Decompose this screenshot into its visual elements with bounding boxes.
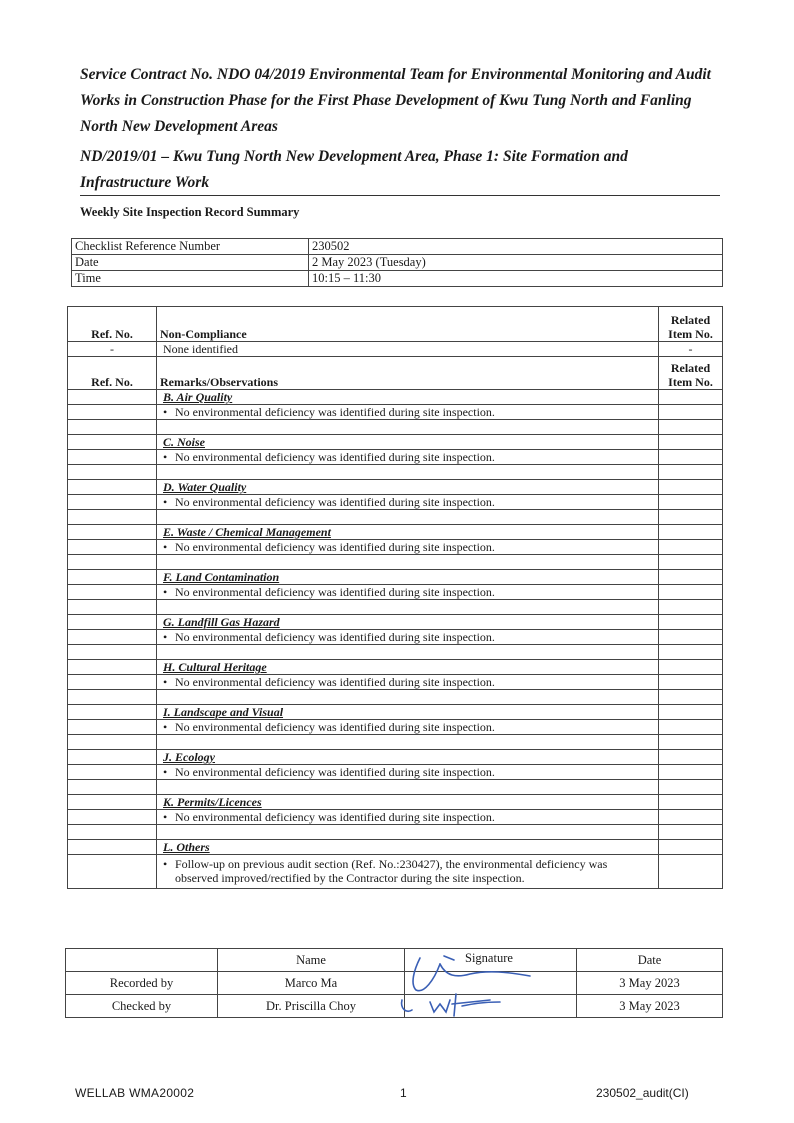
observation-text-content: No environmental deficiency was identified during site inspection.	[175, 450, 495, 464]
ref-cell	[68, 585, 157, 600]
info-label: Time	[72, 271, 309, 287]
ref-cell	[68, 660, 157, 675]
ref-cell	[68, 630, 157, 645]
category-row	[68, 390, 723, 405]
project-title: ND/2019/01 – Kwu Tung North New Development Area, Phase 1: Site Formation and Infrastructure Work	[80, 148, 628, 191]
spacer-cell	[157, 600, 659, 615]
category-title: C. Noise	[157, 435, 659, 450]
ref-cell	[68, 555, 157, 570]
bullet-icon: •	[163, 630, 168, 644]
observation-text-content: No environmental deficiency was identified during site inspection.	[175, 810, 495, 824]
category-row	[68, 525, 723, 540]
spacer-row	[68, 465, 723, 480]
list-item	[68, 675, 723, 690]
spacer-row	[68, 420, 723, 435]
related-cell	[659, 405, 723, 420]
category-row	[68, 750, 723, 765]
related-cell	[659, 705, 723, 720]
ref-cell	[68, 540, 157, 555]
related-cell	[659, 615, 723, 630]
spacer-cell	[157, 465, 659, 480]
bullet-icon: •	[163, 495, 168, 509]
category-row	[68, 795, 723, 810]
bullet-icon: •	[163, 450, 168, 464]
list-item	[68, 855, 723, 889]
info-value: 230502	[309, 239, 723, 255]
info-value: 10:15 – 11:30	[309, 271, 723, 287]
category-row	[68, 840, 723, 855]
related-cell	[659, 600, 723, 615]
category-title: J. Ecology	[157, 750, 659, 765]
related-cell	[659, 645, 723, 660]
ref-cell	[68, 690, 157, 705]
related-cell	[659, 825, 723, 840]
category-title: B. Air Quality	[157, 390, 659, 405]
related-cell	[659, 660, 723, 675]
ref-cell	[68, 420, 157, 435]
observation-text	[157, 720, 659, 735]
bullet-icon: •	[163, 857, 168, 871]
remarks-header: Remarks/Observations	[157, 357, 659, 390]
ref-cell	[68, 480, 157, 495]
noncompliance-header: Non-Compliance	[157, 307, 659, 342]
spacer-cell	[157, 780, 659, 795]
role-cell: Checked by	[66, 995, 218, 1018]
date-cell: 3 May 2023	[577, 995, 723, 1018]
ref-cell	[68, 720, 157, 735]
ref-cell: -	[68, 342, 157, 357]
observation-line	[163, 857, 655, 871]
related-cell	[659, 465, 723, 480]
footer-right: 230502_audit(CI)	[596, 1086, 689, 1100]
related-cell	[659, 780, 723, 795]
related-cell	[659, 390, 723, 405]
name-cell: Dr. Priscilla Choy	[218, 995, 405, 1018]
observation-text-content: No environmental deficiency was identified during site inspection.	[175, 495, 495, 509]
related-cell	[659, 480, 723, 495]
ref-cell	[68, 495, 157, 510]
handwritten-signature	[390, 950, 560, 1018]
list-item	[68, 405, 723, 420]
spacer-row	[68, 825, 723, 840]
noncompliance-header-row	[68, 307, 723, 342]
ref-cell	[68, 510, 157, 525]
ref-cell	[68, 390, 157, 405]
related-cell	[659, 765, 723, 780]
ref-header: Ref. No.	[68, 357, 157, 390]
spacer-row	[68, 690, 723, 705]
category-title: I. Landscape and Visual	[157, 705, 659, 720]
name-header: Name	[218, 949, 405, 972]
name-cell: Marco Ma	[218, 972, 405, 995]
table-row	[68, 342, 723, 357]
observation-text-content: No environmental deficiency was identified during site inspection.	[175, 630, 495, 644]
title-divider	[80, 195, 720, 196]
info-value: 2 May 2023 (Tuesday)	[309, 255, 723, 271]
date-header: Date	[577, 949, 723, 972]
bullet-icon: •	[163, 405, 168, 419]
table-row	[72, 239, 723, 255]
page-number: 1	[400, 1086, 407, 1100]
ref-cell	[68, 780, 157, 795]
ref-cell	[68, 600, 157, 615]
related-cell	[659, 420, 723, 435]
ref-cell	[68, 750, 157, 765]
related-cell	[659, 840, 723, 855]
ref-cell	[68, 525, 157, 540]
bullet-icon: •	[163, 720, 168, 734]
spacer-row	[68, 780, 723, 795]
ref-cell	[68, 735, 157, 750]
related-cell	[659, 690, 723, 705]
ref-cell	[68, 705, 157, 720]
ref-cell	[68, 645, 157, 660]
observation-text	[157, 675, 659, 690]
spacer-row	[68, 600, 723, 615]
list-item	[68, 810, 723, 825]
related-cell	[659, 630, 723, 645]
category-title: K. Permits/Licences	[157, 795, 659, 810]
related-cell	[659, 720, 723, 735]
list-item	[68, 630, 723, 645]
observation-text-content: No environmental deficiency was identified during site inspection.	[175, 540, 495, 554]
related-cell	[659, 855, 723, 889]
ref-cell	[68, 615, 157, 630]
category-title: H. Cultural Heritage	[157, 660, 659, 675]
inspection-info-table	[71, 238, 723, 287]
list-item	[68, 540, 723, 555]
remarks-header-row	[68, 357, 723, 390]
bullet-icon: •	[163, 585, 168, 599]
list-item	[68, 495, 723, 510]
observation-text-content: Follow-up on previous audit section (Ref. No.:230427), the environmental deficiency was	[175, 857, 608, 871]
ref-cell	[68, 405, 157, 420]
observation-text	[157, 540, 659, 555]
related-cell	[659, 555, 723, 570]
ref-cell	[68, 855, 157, 889]
related-cell	[659, 810, 723, 825]
observation-text	[157, 450, 659, 465]
observation-line: observed improved/rectified by the Contractor during the site inspection.	[175, 871, 525, 885]
ref-header: Ref. No.	[68, 307, 157, 342]
related-cell	[659, 510, 723, 525]
related-cell	[659, 495, 723, 510]
related-cell	[659, 735, 723, 750]
ref-cell	[68, 675, 157, 690]
related-cell	[659, 435, 723, 450]
info-label: Checklist Reference Number	[72, 239, 309, 255]
bullet-icon: •	[163, 675, 168, 689]
spacer-cell	[157, 555, 659, 570]
contract-title: Service Contract No. NDO 04/2019 Environmental Team for Environmental Monitoring and Audit Works in Construction Phase for the First Phase Development of Kwu Tung North and Fanling North New Development Areas	[80, 66, 711, 135]
category-row	[68, 615, 723, 630]
ref-cell	[68, 825, 157, 840]
ref-cell	[68, 435, 157, 450]
spacer-cell	[157, 510, 659, 525]
bullet-icon: •	[163, 765, 168, 779]
related-cell	[659, 750, 723, 765]
date-cell: 3 May 2023	[577, 972, 723, 995]
spacer-row	[68, 735, 723, 750]
role-cell: Recorded by	[66, 972, 218, 995]
observation-text-content: No environmental deficiency was identified during site inspection.	[175, 765, 495, 779]
table-row	[72, 255, 723, 271]
related-cell	[659, 570, 723, 585]
info-label: Date	[72, 255, 309, 271]
observation-text	[157, 765, 659, 780]
list-item	[68, 720, 723, 735]
ref-cell	[68, 450, 157, 465]
observation-text	[157, 855, 659, 889]
category-title: G. Landfill Gas Hazard	[157, 615, 659, 630]
related-cell	[659, 795, 723, 810]
related-cell	[659, 585, 723, 600]
category-row	[68, 705, 723, 720]
ref-cell	[68, 570, 157, 585]
bullet-icon: •	[163, 810, 168, 824]
category-row	[68, 660, 723, 675]
list-item	[68, 450, 723, 465]
spacer-row	[68, 645, 723, 660]
signature-header: Signature	[405, 949, 577, 972]
related-cell	[659, 540, 723, 555]
spacer-row	[68, 555, 723, 570]
ref-cell	[68, 840, 157, 855]
observation-text	[157, 630, 659, 645]
footer-left: WELLAB WMA20002	[75, 1086, 195, 1100]
observation-text	[157, 405, 659, 420]
spacer-cell	[157, 735, 659, 750]
category-row	[68, 435, 723, 450]
ref-cell	[68, 465, 157, 480]
bullet-icon: •	[163, 540, 168, 554]
observation-text-content: No environmental deficiency was identified during site inspection.	[175, 585, 495, 599]
spacer-cell	[157, 645, 659, 660]
role-header	[66, 949, 218, 972]
table-row	[72, 271, 723, 287]
observation-text	[157, 585, 659, 600]
spacer-cell	[157, 690, 659, 705]
related-header: Related Item No.	[659, 357, 723, 390]
list-item	[68, 765, 723, 780]
category-row	[68, 480, 723, 495]
ref-cell	[68, 810, 157, 825]
observation-text	[157, 495, 659, 510]
observations-table	[67, 306, 723, 889]
category-title: L. Others	[157, 840, 659, 855]
summary-heading: Weekly Site Inspection Record Summary	[80, 205, 300, 219]
observation-text-content: No environmental deficiency was identified during site inspection.	[175, 405, 495, 419]
category-title: D. Water Quality	[157, 480, 659, 495]
ref-cell	[68, 765, 157, 780]
noncompliance-text: None identified	[157, 342, 659, 357]
observation-text-content: No environmental deficiency was identified during site inspection.	[175, 675, 495, 689]
category-title: F. Land Contamination	[157, 570, 659, 585]
spacer-cell	[157, 420, 659, 435]
list-item	[68, 585, 723, 600]
related-cell	[659, 675, 723, 690]
ref-cell	[68, 795, 157, 810]
observation-text	[157, 810, 659, 825]
spacer-row	[68, 510, 723, 525]
related-cell	[659, 450, 723, 465]
related-cell	[659, 525, 723, 540]
observation-text-content: No environmental deficiency was identified during site inspection.	[175, 720, 495, 734]
spacer-cell	[157, 825, 659, 840]
category-title: E. Waste / Chemical Management	[157, 525, 659, 540]
related-cell: -	[659, 342, 723, 357]
category-row	[68, 570, 723, 585]
related-header: Related Item No.	[659, 307, 723, 342]
